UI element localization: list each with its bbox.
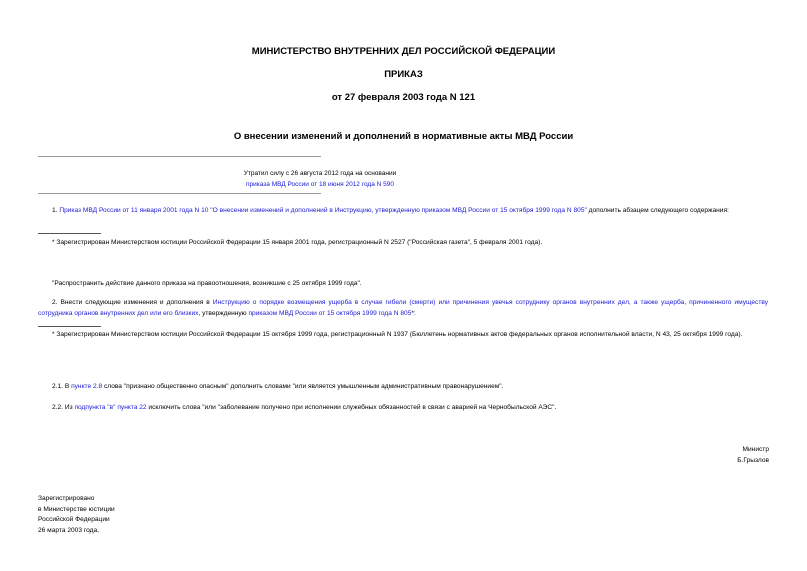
item-1 (38, 206, 768, 217)
registration-line-3: Российской Федерации (38, 516, 110, 523)
status-note-line2 (38, 179, 602, 190)
item-2-mid: , утвержденную (198, 309, 249, 317)
instruction-link[interactable]: Инструкцию о порядке возмещения ущерба в случае гибели (смерти) или причинения увечья сотруднику органов внутренних дел, а также ущерба, причиненного имуществу сотрудника органов внутренних дел или его близких (38, 299, 768, 317)
subpoint-v-link[interactable]: подпункта "в" (74, 404, 116, 411)
item-2-prefix: 2. Внести следующие изменения и дополнения в (52, 299, 213, 306)
quote-paragraph: "Распространить действие данного приказа на правоотношения, возникшие с 25 октября 1999 года". (52, 280, 362, 287)
divider-bottom (38, 193, 321, 194)
item-2-2-suffix: исключить слова "или "заболевание получено при исполнении служебных обязанностей в связи с аварией на Чернобыльской АЭС". (146, 404, 557, 411)
signer-name: Б.Грызлов (737, 456, 769, 464)
item-2-1-prefix: 2.1. В (52, 383, 72, 390)
item-2-1-suffix: слова "признано общественно опасным" дополнить словами "или является умышленным административным правонарушением". (102, 383, 504, 390)
item-2-suffix: *: (411, 309, 416, 317)
doc-type: ПРИКАЗ (384, 69, 423, 80)
order-10-link[interactable]: Приказ МВД России от 11 января 2001 года N 10 "О внесении изменений и дополнений в Инструкцию, утвержденную приказом МВД России от 15 октября 1999 года N 805" (59, 207, 587, 214)
registration-line-1: Зарегистрировано (38, 495, 95, 502)
footnote-1: * Зарегистрирован Министерством юстиции Российской Федерации 15 января 2001 года, регистрационный N 2527 ("Российская газета", 5 февраля 2001 года). (52, 239, 543, 246)
order-805-link[interactable]: приказом МВД России от 15 октября 1999 года N 805 (248, 309, 412, 317)
point-2-8-link[interactable]: пункте 2.8 (71, 383, 103, 390)
item-1-prefix: 1. (52, 207, 60, 214)
signature-block (737, 445, 769, 466)
divider-top (38, 156, 321, 157)
item-1-suffix: дополнить абзацем следующего содержания: (586, 207, 729, 214)
point-22-link[interactable]: пункта 22 (117, 404, 147, 411)
footnote-rule-1 (38, 233, 101, 234)
registration-block (38, 494, 115, 536)
footnote-rule-2 (38, 326, 101, 327)
doc-subject: О внесении изменений и дополнений в нормативные акты МВД России (233, 131, 574, 142)
item-2 (38, 298, 768, 319)
registration-line-4: 26 марта 2003 года, (38, 526, 99, 534)
footnote-2: * Зарегистрирован Министерством юстиции Российской Федерации 15 октября 1999 года, регистрационный N 1937 (Бюллетень нормативных актов федеральных органов исполнительной власти, N 43, 25 октября 1999 года). (52, 331, 743, 338)
item-2-2 (38, 403, 768, 414)
registration-line-2: в Министерстве юстиции (38, 505, 115, 513)
repeal-order-link[interactable]: приказа МВД России от 18 июня 2012 года N 590 (246, 181, 394, 188)
item-2-1 (38, 382, 768, 393)
doc-date-number: от 27 февраля 2003 года N 121 (331, 92, 476, 103)
signer-title: Министр (742, 446, 769, 453)
ministry-title: МИНИСТЕРСТВО ВНУТРЕННИХ ДЕЛ РОССИЙСКОЙ ФЕДЕРАЦИИ (251, 46, 556, 57)
item-2-2-prefix: 2.2. Из (52, 404, 75, 411)
status-note-line1: Утратил силу с 26 августа 2012 года на основании (243, 170, 397, 177)
